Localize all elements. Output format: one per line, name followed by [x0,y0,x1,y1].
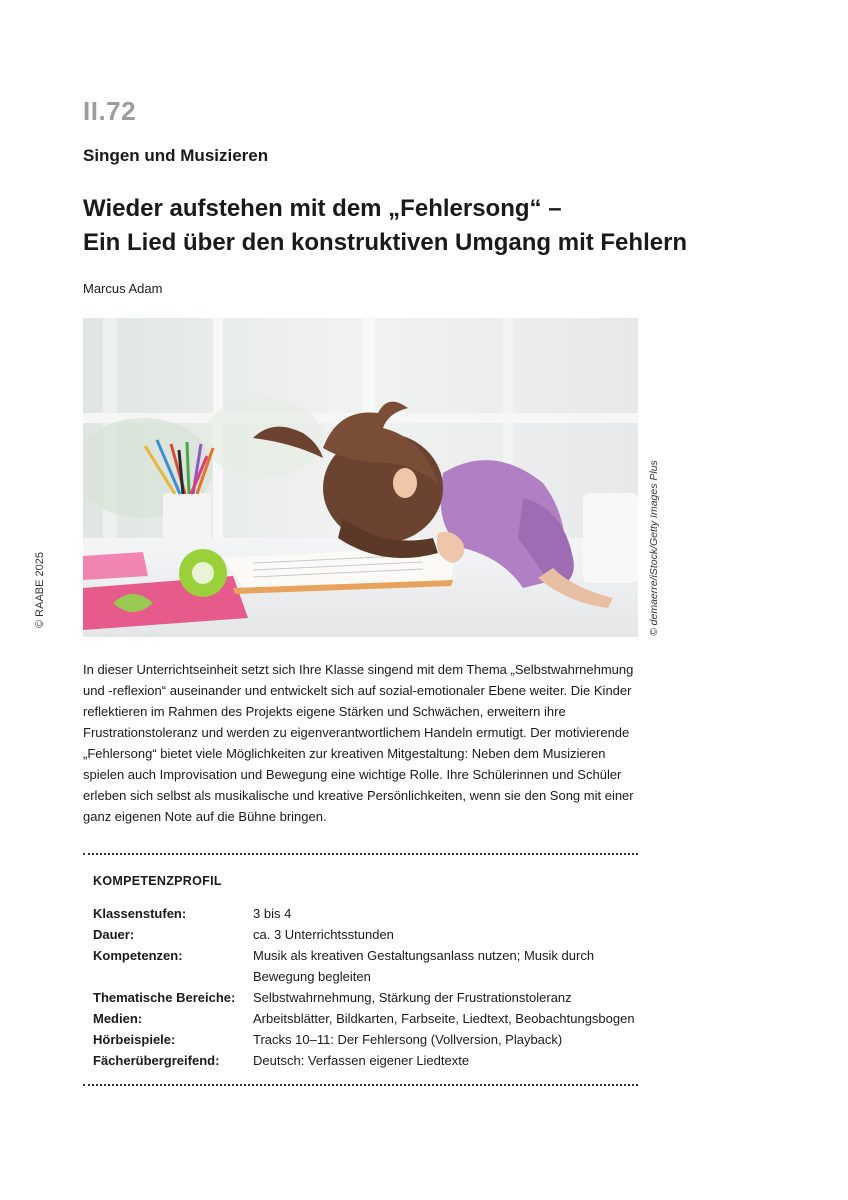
photo-credit: © demaerre/iStock/Getty Images Plus [648,460,660,636]
profile-value: Deutsch: Verfassen eigener Liedtexte [253,1053,470,1068]
profile-row [93,945,638,987]
divider-bottom [83,1084,638,1086]
profile-label: Fächerübergreifend: [93,1053,220,1068]
intro-text [83,659,640,827]
profile-value: 3 bis 4 [253,906,292,921]
profile-title: KOMPETENZPROFIL [93,874,222,888]
profile-value: ca. 3 Unterrichtsstunden [253,927,394,942]
page-title [83,192,723,260]
profile-row [93,987,638,1008]
unit-code: II.72 [83,96,137,126]
profile-label: Hörbeispiele: [93,1032,176,1047]
cover-photo [83,318,638,637]
profile-row [93,1050,638,1071]
profile-row [93,1008,638,1029]
profile-label: Medien: [93,1011,143,1026]
profile-row [93,1029,638,1050]
profile-row [93,924,638,945]
title-line-2: Ein Lied über den konstruktiven Umgang mit Fehlern [83,229,688,256]
profile-label: Thematische Bereiche: [93,990,236,1005]
profile-label: Kompetenzen: [93,948,183,963]
intro-paragraph: In dieser Unterrichtseinheit setzt sich Ihre Klasse singend mit dem Thema „Selbstwahrnehmung und -reflexion“ auseinander und entwickelt sich auf sozial-emotionaler Ebene weiter. Die Kinder reflektieren im Rahmen des Projekts eigene Stärken und Schwächen, erweitern ihre Frustrationstoleranz und werden zu eigenverantwortlichem Handeln ermutigt. Der motivierende „Fehlersong“ bietet viele Möglichkeiten zur kreativen Mitgestaltung: Neben dem Musizieren spielen auch Improvisation und Bewegung eine wichtige Rolle. Ihre Schülerinnen und Schüler erleben sich selbst als musikalische und kreative Persönlichkeiten, wenn sie den Song mit einer ganz eigenen Note auf die Bühne bringen. [83,662,634,824]
profile-value: Tracks 10–11: Der Fehlersong (Vollversion, Playback) [253,1032,563,1047]
title-line-1: Wieder aufstehen mit dem „Fehlersong“ – [83,195,562,222]
cover-photo-illustration [83,318,638,637]
side-copyright: © RAABE 2025 [34,552,46,628]
divider-top [83,853,638,855]
competence-profile [93,903,638,1071]
profile-label: Dauer: [93,927,135,942]
profile-label: Klassenstufen: [93,906,187,921]
profile-value: Musik als kreativen Gestaltungsanlass nutzen; Musik durch Bewegung begleiten [253,948,595,984]
profile-row [93,903,638,924]
author-name: Marcus Adam [83,281,163,296]
profile-value: Arbeitsblätter, Bildkarten, Farbseite, Liedtext, Beobachtungsbogen [253,1011,635,1026]
section-heading: Singen und Musizieren [83,146,269,165]
profile-value: Selbstwahrnehmung, Stärkung der Frustrationstoleranz [253,990,572,1005]
